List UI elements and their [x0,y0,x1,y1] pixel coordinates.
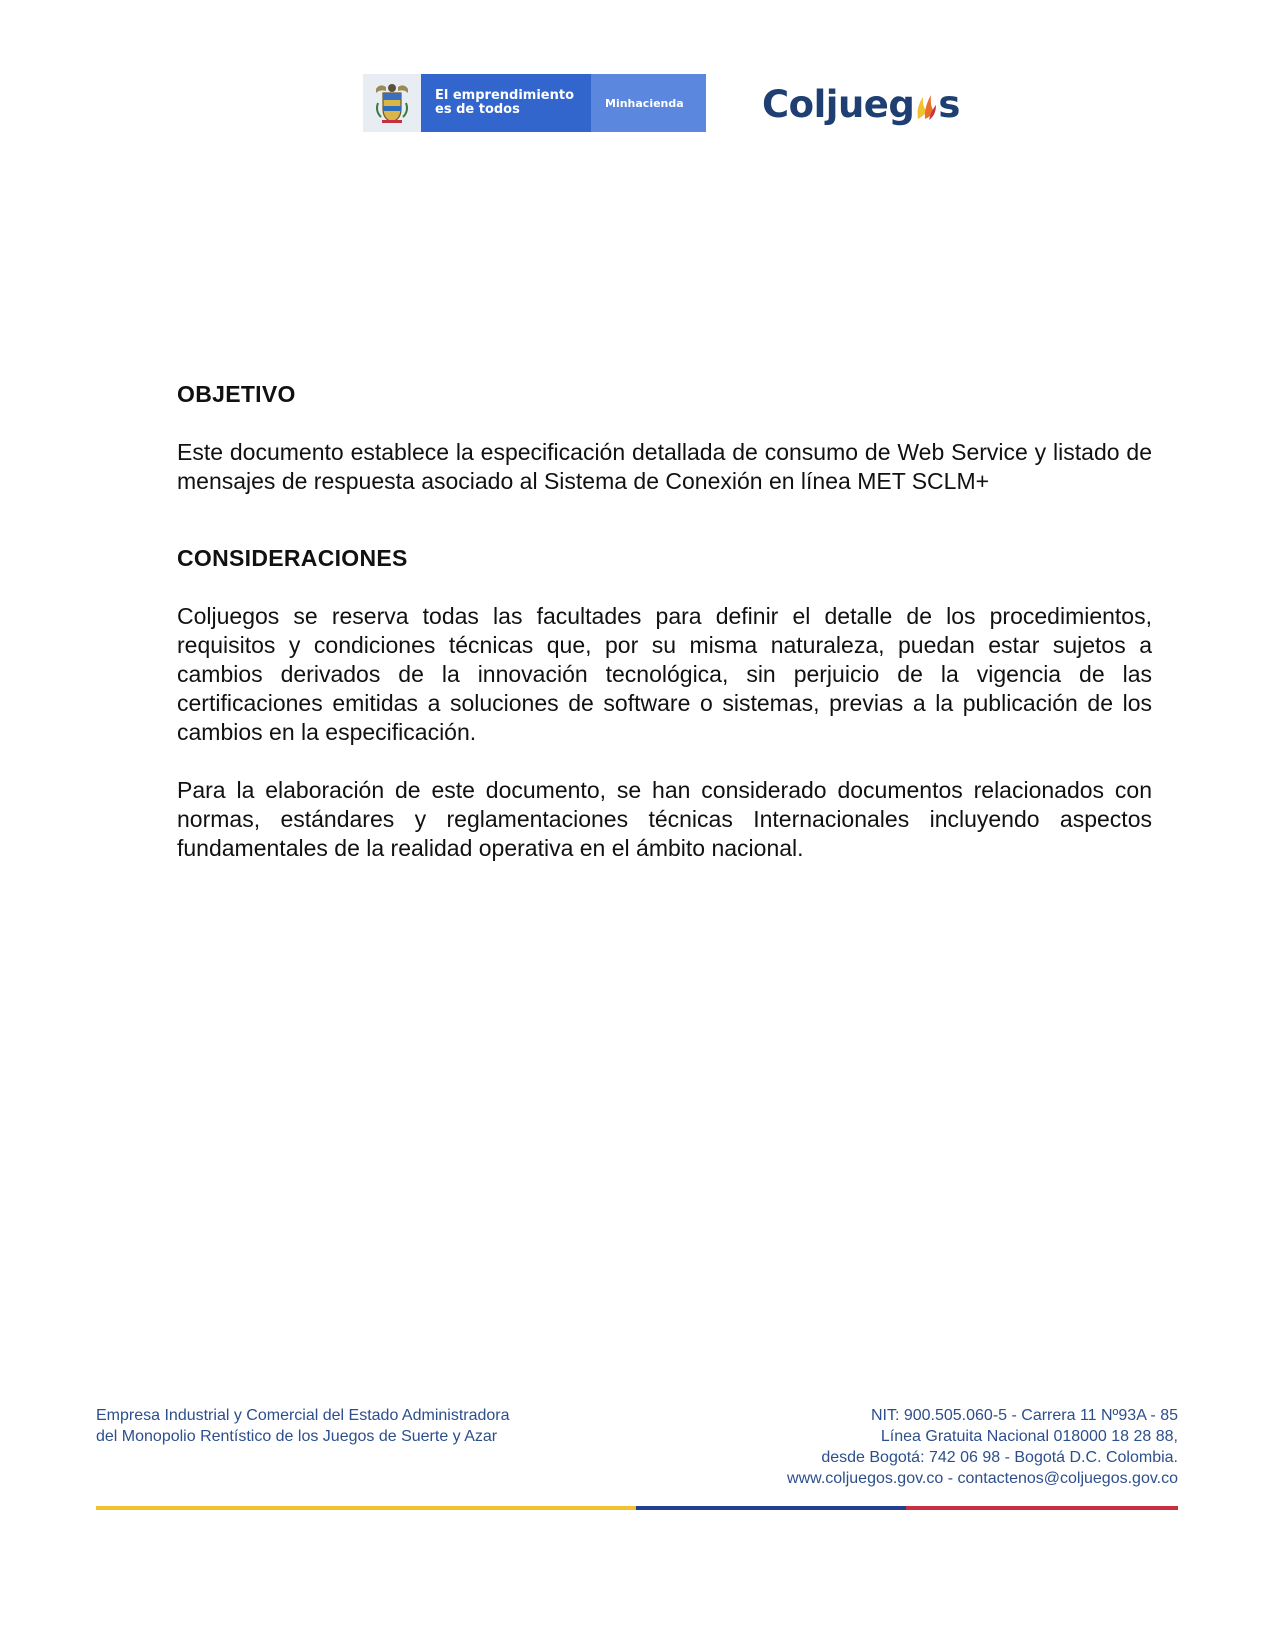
objective-title: OBJETIVO [177,381,296,407]
footer-bar-red [906,1506,1178,1510]
footer-company-description [96,1405,510,1447]
footer-toll-free: Línea Gratuita Nacional 018000 18 28 88, [880,1428,1178,1445]
footer-bogota-phone: desde Bogotá: 742 06 98 - Bogotá D.C. Colombia. [821,1449,1178,1466]
footer-nit-address: NIT: 900.505.060-5 - Carrera 11 Nº93A - 85 [870,1407,1178,1424]
ministry-label [591,74,706,132]
ministry-name: Minhacienda [605,96,684,110]
footer-web-email: www.coljuegos.gov.co - contactenos@coljuegos.gov.co [787,1470,1178,1487]
footer-left-line2: del Monopolio Rentístico de los Juegos de Suerte y Azar [96,1428,498,1445]
brand-suffix: s [938,82,960,126]
gov-slogan-line2: es de todos [435,102,520,117]
objective-text: Este documento establece la especificación detallada de consumo de Web Service y listado de mensajes de respuesta asociado al Sistema de Conexión en línea MET SCLM+ [177,439,1152,494]
considerations-paragraph-2: Para la elaboración de este documento, se han considerado documentos relacionados con normas, estándares y reglamentaciones técnicas Internacionales incluyendo aspectos fundamentales de la realidad operativa en el ámbito nacional. [177,777,1152,861]
considerations-title: CONSIDERACIONES [177,545,408,571]
footer-left-line1: Empresa Industrial y Comercial del Estado Administradora [96,1407,510,1424]
coljuegos-logo [762,80,960,128]
footer-contact-info [787,1405,1178,1489]
considerations-paragraph-1: Coljuegos se reserva todas las facultades para definir el detalle de los procedimientos, requisitos y condiciones técnicas que, por su misma naturaleza, puedan estar sujetos a cambios derivados de la innovación tecnológica, sin perjuicio de la vigencia de las certificaciones emitidas a soluciones de software o sistemas, previas a la publicación de los cambios en la especificación. [177,603,1152,745]
footer-color-bar [96,1506,1178,1510]
brand-prefix: Coljueg [762,82,915,126]
footer-bar-yellow [96,1506,636,1510]
document-body [177,380,1152,863]
government-banner-logo [363,74,706,132]
gov-slogan-line1: El emprendimiento [435,88,574,103]
colombia-coat-of-arms-icon [363,74,421,132]
flame-icon [915,89,937,123]
footer-bar-blue [636,1506,906,1510]
government-slogan [421,74,591,132]
